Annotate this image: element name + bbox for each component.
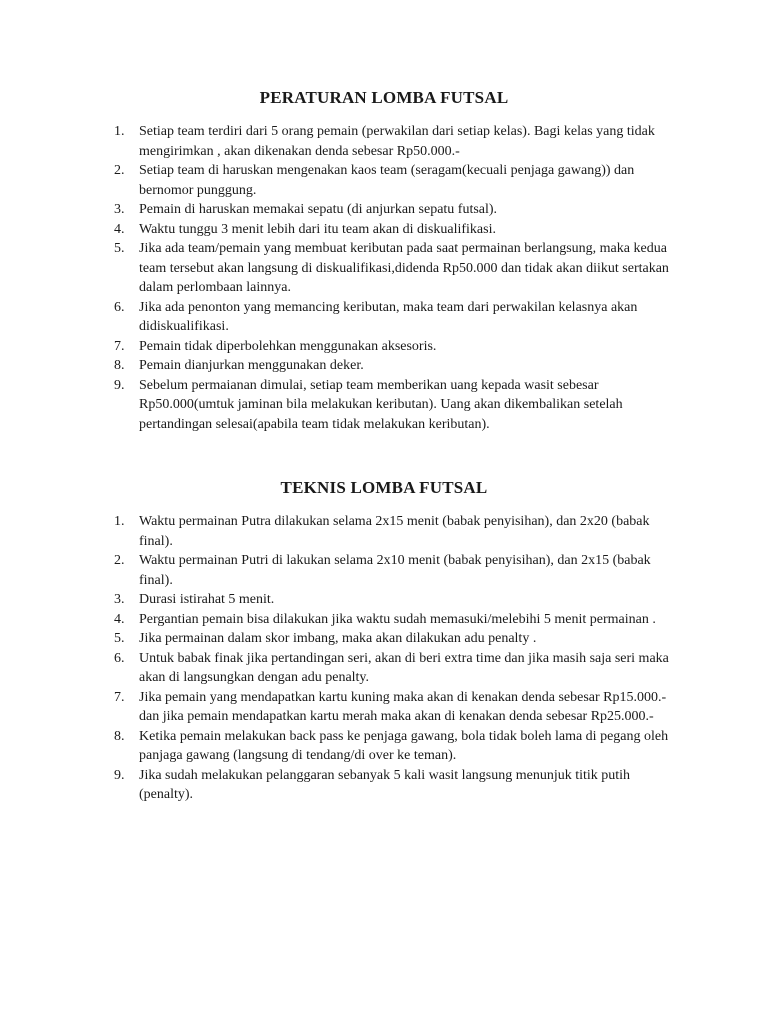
item-text: Durasi istirahat 5 menit.: [139, 592, 275, 607]
item-number: 3.: [114, 592, 125, 607]
list-item: [114, 610, 674, 630]
list-item: [114, 727, 674, 766]
list-item: [114, 356, 674, 376]
teknis-list: [114, 512, 674, 805]
item-text: Pemain dianjurkan menggunakan deker.: [139, 358, 364, 373]
item-number: 7.: [114, 689, 125, 705]
item-text: Waktu permainan Putra dilakukan selama 2x15 menit (babak penyisihan), dan 2x20 (babak final).: [139, 514, 650, 549]
item-text: Jika ada penonton yang memancing keributan, maka team dari perwakilan kelasnya akan didiskualifikasi.: [139, 299, 638, 334]
item-text: Setiap team di haruskan mengenakan kaos team (seragam(kecuali penjaga gawang)) dan bernomor punggung.: [139, 163, 635, 198]
section-title-teknis: TEKNIS LOMBA FUTSAL: [280, 478, 488, 497]
item-text: Untuk babak finak jika pertandingan seri, akan di beri extra time dan jika masih saja seri maka akan di langsungkan dengan adu penalty.: [139, 650, 669, 685]
item-number: 8.: [114, 728, 125, 744]
list-item: [114, 551, 674, 590]
item-number: 9.: [114, 767, 125, 783]
item-number: 5.: [114, 631, 125, 646]
item-text: Waktu tunggu 3 menit lebih dari itu team akan di diskualifikasi.: [139, 221, 496, 237]
section-title-peraturan: PERATURAN LOMBA FUTSAL: [259, 88, 509, 107]
list-item: [114, 337, 674, 357]
item-text: Setiap team terdiri dari 5 orang pemain (perwakilan dari setiap kelas). Bagi kelas yang tidak mengirimkan , akan dikenakan denda sebesar Rp50.000.-: [139, 124, 655, 159]
item-text: Waktu permainan Putri di lakukan selama 2x10 menit (babak penyisihan), dan 2x15 (babak final).: [139, 553, 651, 588]
item-number: 9.: [114, 377, 125, 393]
item-text: Jika sudah melakukan pelanggaran sebanyak 5 kali wasit langsung menunjuk titik putih (penalty).: [139, 767, 631, 802]
item-number: 5.: [114, 241, 125, 256]
list-item: [114, 766, 674, 805]
item-text: Pemain di haruskan memakai sepatu (di anjurkan sepatu futsal).: [139, 202, 498, 217]
list-item: [114, 629, 674, 649]
item-text: Jika permainan dalam skor imbang, maka akan dilakukan adu penalty .: [139, 631, 537, 646]
list-item: [114, 590, 674, 610]
list-item: [114, 376, 674, 435]
list-item: [114, 220, 674, 240]
item-text: Pergantian pemain bisa dilakukan jika waktu sudah memasuki/melebihi 5 menit permainan .: [139, 611, 656, 627]
item-number: 7.: [114, 338, 125, 354]
list-item: [114, 512, 674, 551]
peraturan-list: [114, 122, 674, 434]
list-item: [114, 688, 674, 727]
item-number: 2.: [114, 163, 125, 178]
item-number: 6.: [114, 650, 125, 666]
list-item: [114, 649, 674, 688]
list-item: [114, 239, 674, 298]
item-text: Sebelum permaianan dimulai, setiap team memberikan uang kepada wasit sebesar Rp50.000(umtuk jaminan bila melakukan keributan). Uang akan dikembalikan setelah pertandingan selesai(apabila team tidak melakukan keributan).: [139, 377, 623, 432]
item-text: Pemain tidak diperbolehkan menggunakan aksesoris.: [139, 338, 437, 354]
item-text: Ketika pemain melakukan back pass ke penjaga gawang, bola tidak boleh lama di pegang oleh panjaga gawang (langsung di tendang/di over ke teman).: [139, 728, 669, 763]
item-number: 4.: [114, 611, 125, 627]
list-item: [114, 298, 674, 337]
item-number: 1.: [114, 124, 125, 139]
item-number: 2.: [114, 553, 125, 568]
item-number: 4.: [114, 221, 125, 237]
list-item: [114, 200, 674, 220]
item-number: 1.: [114, 514, 125, 529]
item-text: Jika pemain yang mendapatkan kartu kuning maka akan di kenakan denda sebesar Rp15.000.- dan jika pemain mendapatkan kartu merah maka akan di kenakan denda sebesar Rp25.000.-: [139, 689, 667, 724]
item-number: 3.: [114, 202, 125, 217]
item-number: 6.: [114, 299, 125, 315]
list-item: [114, 122, 674, 161]
list-item: [114, 161, 674, 200]
item-text: Jika ada team/pemain yang membuat keributan pada saat permainan berlangsung, maka kedua team tersebut akan langsung di diskualifikasi,didenda Rp50.000 dan tidak akan diikut sertakan dalam perlombaan lainnya.: [139, 241, 669, 295]
item-number: 8.: [114, 358, 125, 373]
